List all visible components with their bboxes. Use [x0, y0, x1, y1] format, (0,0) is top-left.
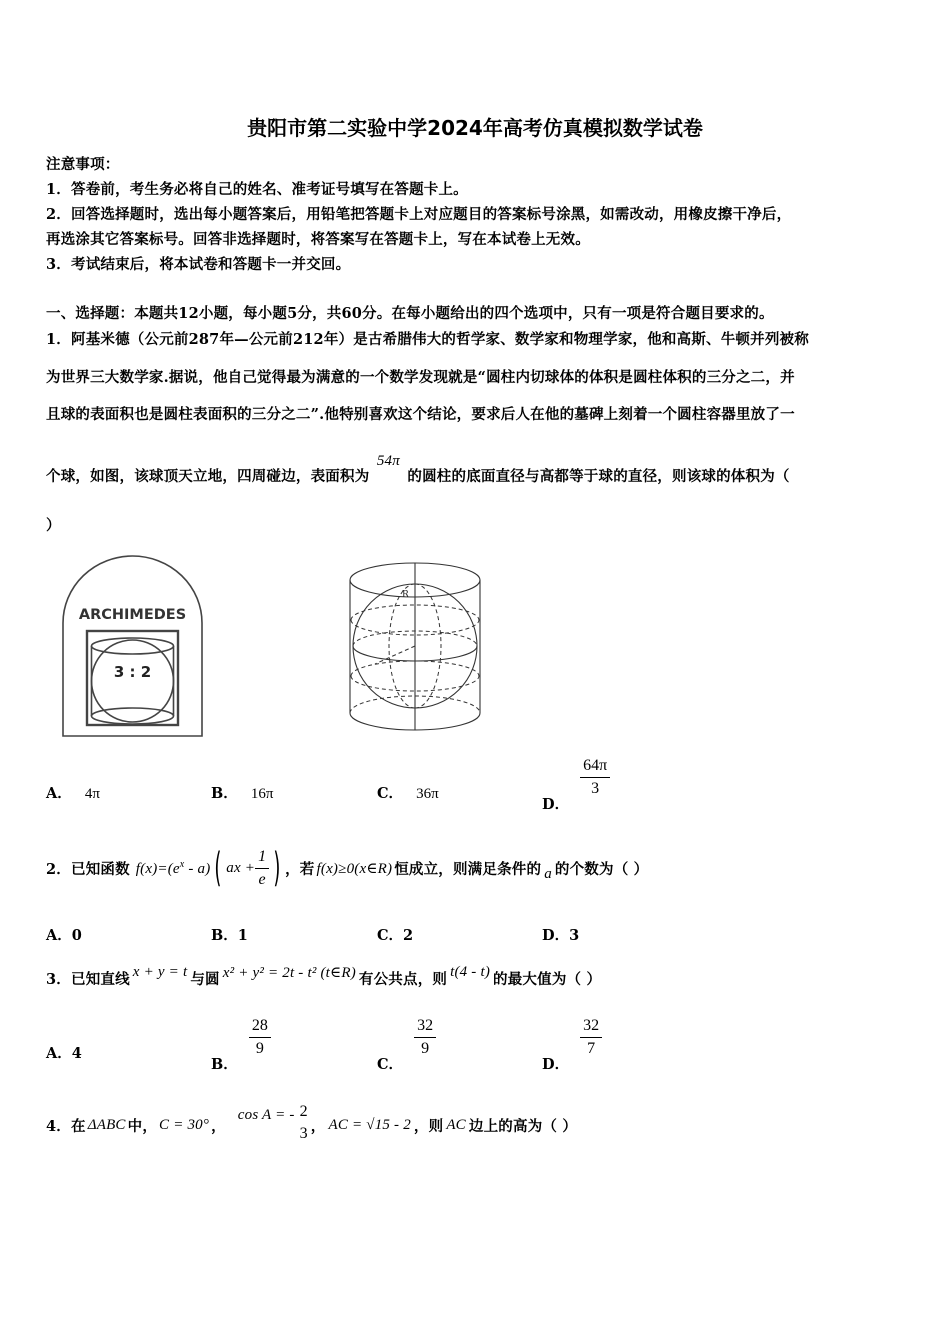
- q1-option-d[interactable]: D． $\frac{64\pi}{3}$: [542, 755, 610, 800]
- q3-option-c[interactable]: C． $\frac{32}{9}$: [377, 1015, 436, 1060]
- notice-heading: 注意事项：: [46, 156, 120, 173]
- q1-text: 且球的表面积也是圆柱表面积的三分之二”.他特别喜欢这个结论，要求后人在他的墓碑上刻着一个圆柱容器里放了一: [46, 406, 795, 423]
- q2-option-b[interactable]: B．1: [211, 927, 248, 944]
- q2-option-d[interactable]: D．3: [542, 927, 580, 944]
- radius-label: R: [402, 590, 409, 600]
- section-heading: 一、选择题：本题共12小题，每小题5分，共60分。在每小题给出的四个选项中，只有一项是符合题目要求的。: [46, 305, 774, 322]
- archimedes-tombstone-figure: [60, 553, 205, 738]
- q2-option-a[interactable]: A．0: [46, 927, 82, 944]
- cylinder-sphere-figure: [343, 558, 488, 740]
- q1-area-value: 54π: [376, 453, 400, 469]
- page-title: 贵阳市第二实验中学2024年高考仿真模拟数学试卷: [247, 116, 703, 140]
- q1-text: 1．阿基米德（公元前287年—公元前212年）是古希腊伟大的哲学家、数学家和物理学家，他和高斯、牛顿并列被称: [46, 331, 809, 348]
- notice-item: 3．考试结束后，将本试卷和答题卡一并交回。: [46, 256, 351, 273]
- q3-option-a[interactable]: A．4: [46, 1045, 82, 1062]
- q2-option-c[interactable]: C．2: [377, 927, 414, 944]
- q1-text: 为世界三大数学家.据说，他自己觉得最为满意的一个数学发现就是“圆柱内切球体的体积是圆柱体积的三分之二，并: [46, 369, 795, 386]
- q1-option-c[interactable]: C． 36π: [377, 785, 439, 802]
- q2-text: 2．已知函数 $f(x)=(e^x - a)$ ( ax + $\frac{1}{e}$ ) ，若 f(x)≥0(x∈R) 恒成立，则满足条件的 a 的个数为（ ）: [46, 845, 649, 891]
- notice-item: 1．答卷前，考生务必将自己的姓名、准考证号填写在答题卡上。: [46, 181, 468, 198]
- tombstone-label: ARCHIMEDES: [78, 607, 187, 623]
- notice-item: 再选涂其它答案标号。回答非选择题时，将答案写在答题卡上，写在本试卷上无效。: [46, 231, 590, 248]
- q3-text: 3．已知直线 x + y = t 与圆 x² + y² = 2t - t² (t∈R) 有公共点，则 t(4 - t) 的最大值为（ ）: [46, 963, 602, 988]
- q3-option-b[interactable]: B． $\frac{28}{9}$: [211, 1015, 271, 1060]
- q3-option-d[interactable]: D． $\frac{32}{7}$: [542, 1015, 602, 1060]
- q1-text: 个球，如图，该球顶天立地，四周碰边，表面积为54π的圆柱的底面直径与高都等于球的直径，则该球的体积为（: [46, 453, 790, 485]
- q4-text: 4．在 ΔABC 中， C = 30° ， cos A = - 2 3 ， AC = √15 - 2 ，则 AC 边上的高为（ ）: [46, 1103, 578, 1142]
- q1-text: ）: [46, 517, 61, 534]
- tombstone-ratio: 3 : 2: [113, 663, 152, 681]
- q1-option-b[interactable]: B． 16π: [211, 785, 274, 802]
- notice-item: 2．回答选择题时，选出每小题答案后，用铅笔把答题卡上对应题目的答案标号涂黑，如需改动，用橡皮擦干净后，: [46, 206, 792, 223]
- q1-option-a[interactable]: A． 4π: [46, 785, 100, 802]
